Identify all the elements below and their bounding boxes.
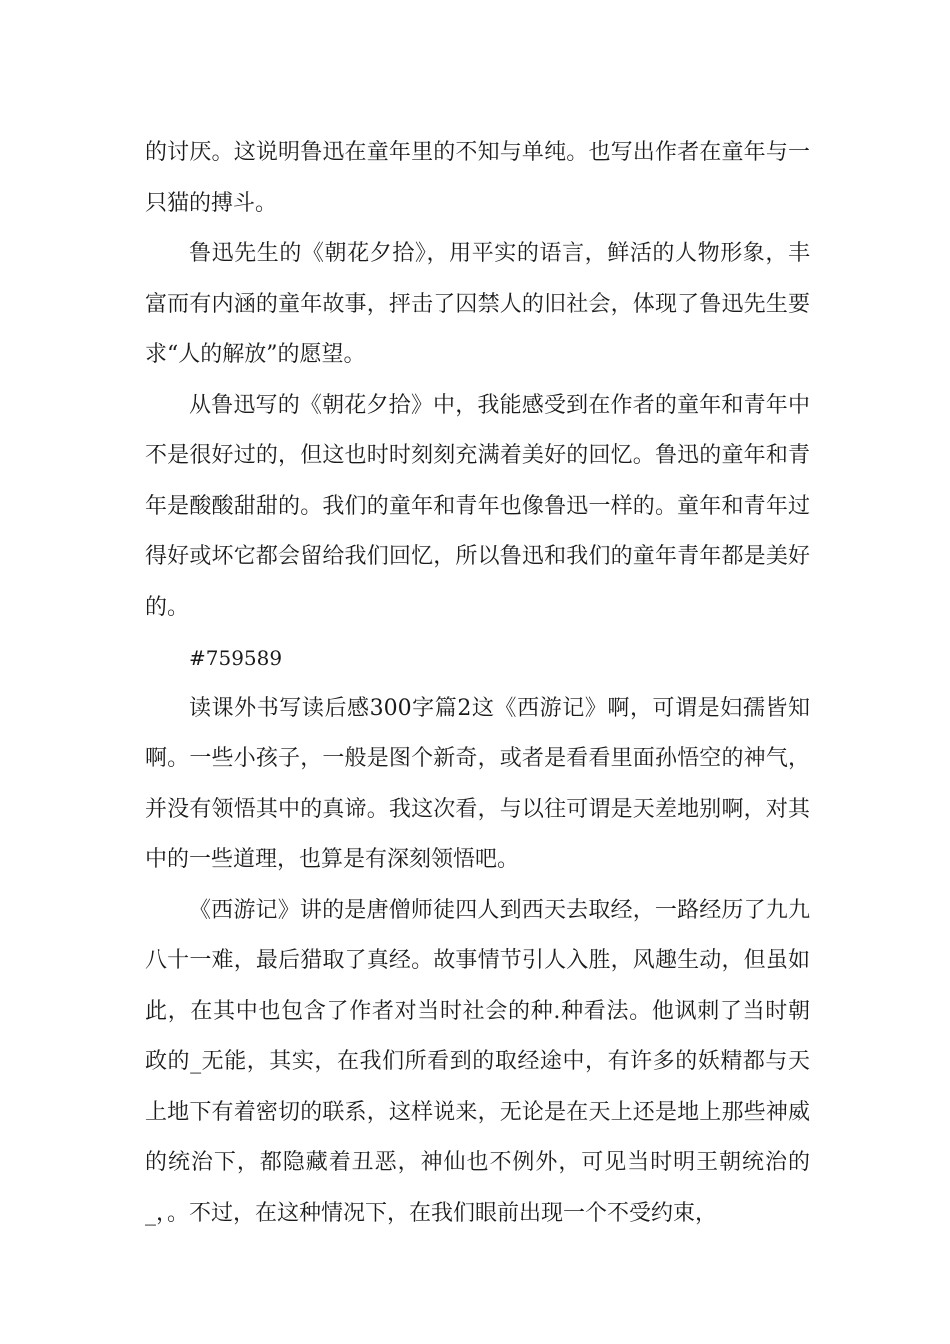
paragraph-1: 的讨厌。这说明鲁迅在童年里的不知与单纯。也写出作者在童年与一只猫的搏斗。 bbox=[145, 140, 810, 216]
paragraph-2: 鲁迅先生的《朝花夕拾》，用平实的语言，鲜活的人物形象，丰富而有内涵的童年故事，抨击了囚禁人的旧社会，体现了鲁迅先生要求“人的解放”的愿望。 bbox=[145, 241, 810, 367]
document-body bbox=[145, 128, 810, 1239]
paragraph-3: 从鲁迅写的《朝花夕拾》中，我能感受到在作者的童年和青年中不是很好过的，但这也时时刻刻充满着美好的回忆。鲁迅的童年和青年是酸酸甜甜的。我们的童年和青年也像鲁迅一样的。童年和青年过得好或坏它都会留给我们回忆，所以鲁迅和我们的童年青年都是美好的。 bbox=[145, 392, 810, 620]
reference-number: #759589 bbox=[189, 646, 283, 670]
paragraph-4: 读课外书写读后感300字篇2这《西游记》啊，可谓是妇孺皆知啊。一些小孩子，一般是图个新奇，或者是看看里面孙悟空的神气，并没有领悟其中的真谛。我这次看，与以往可谓是天差地别啊，对其中的一些道理，也算是有深刻领悟吧。 bbox=[145, 695, 810, 872]
paragraph-5: 《西游记》讲的是唐僧师徒四人到西天去取经，一路经历了九九八十一难，最后猎取了真经。故事情节引人入胜，风趣生动，但虽如此，在其中也包含了作者对当时社会的种.种看法。他讽刺了当时朝政的_无能，其实，在我们所看到的取经途中，有许多的妖精都与天上地下有着密切的联系，这样说来，无论是在天上还是地上那些神威的统治下，都隐藏着丑恶，神仙也不例外，可见当时明王朝统治的_，。不过，在这种情况下，在我们眼前出现一个不受约束， bbox=[145, 897, 810, 1226]
